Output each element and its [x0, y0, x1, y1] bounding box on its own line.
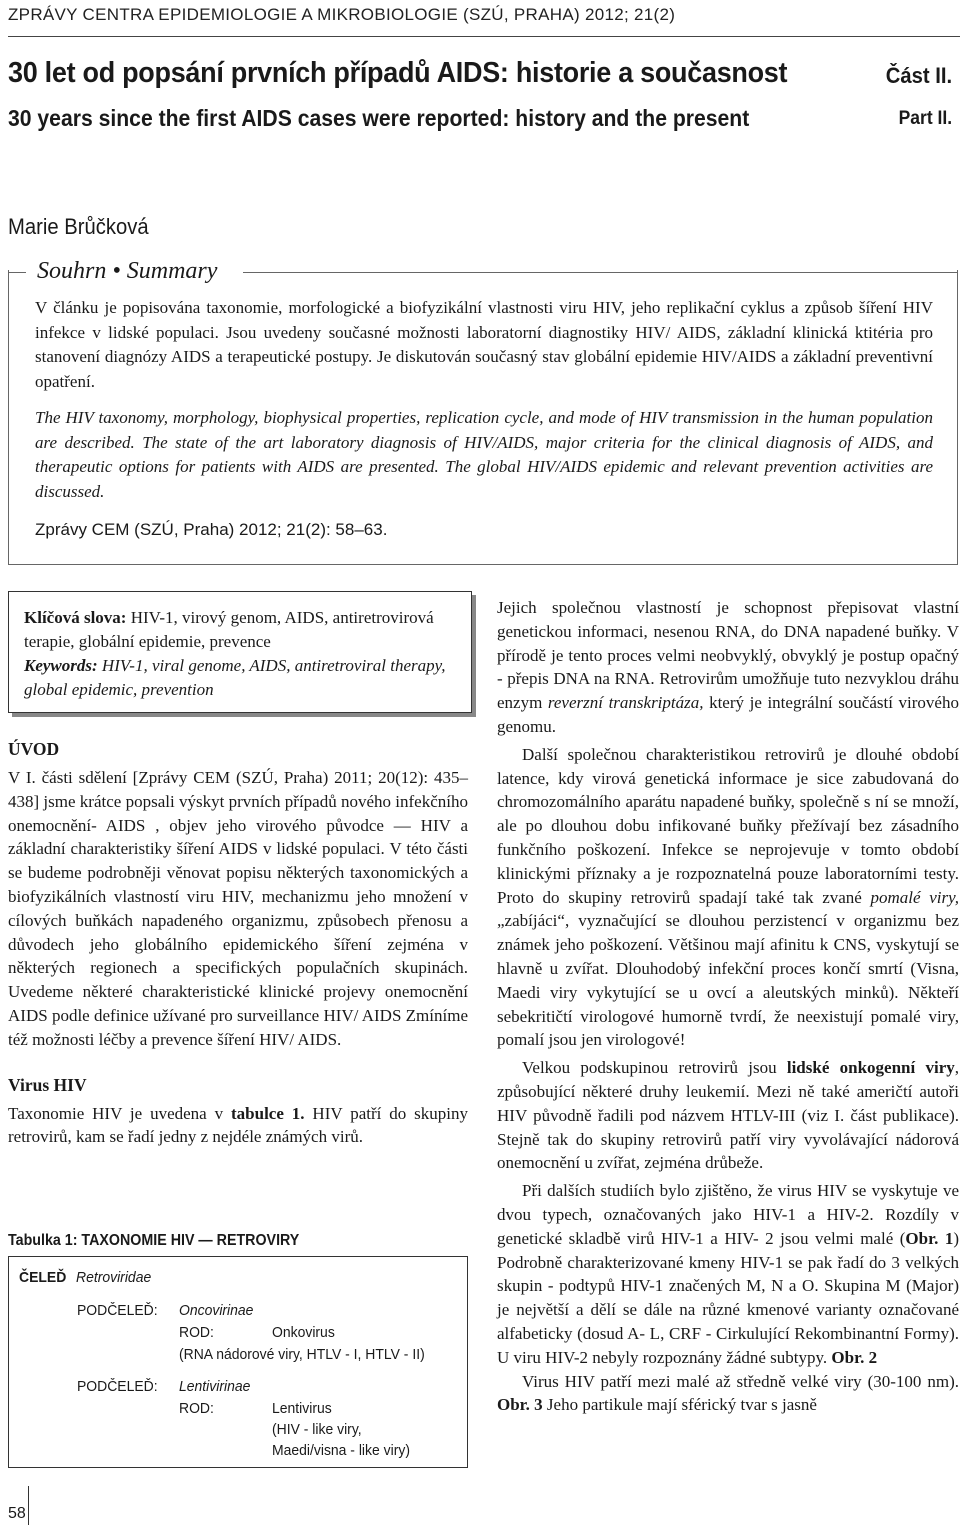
subfamily-value-1: Oncovirinae	[179, 1302, 254, 1319]
paragraph-hiv-types: Při dalších studiích bylo zjištěno, že virus HIV se vyskytuje ve dvou typech, označovaných jako HIV-1 a HIV-2. Rozdíly v genetické skladbě virů HIV-1 a HIV- 2 jsou velmi malé (Obr. 1) Podrobně charakterizované kmeny HIV-1 se pak řadí do 3 velkých skupin - podtypů HIV-1 značených M, N a O. Skupina M (Major) je největší a dělí se dále na různé kmenové varianty označované alfabeticky (dosud A- L, CRF - Cirkulující Rekombinantní Formy). U viru HIV-2 nebyly rozpoznány žádné subtypy. Obr. 2	[497, 1181, 959, 1367]
article-title-english: 30 years since the first AIDS cases were reported: history and the present	[8, 105, 750, 131]
taxonomy-table	[8, 1256, 468, 1468]
genus-value-1: Onkovirus	[272, 1324, 335, 1341]
part-label-czech: Část II.	[885, 63, 952, 88]
header-divider	[8, 36, 960, 37]
table-caption: Tabulka 1: TAXONOMIE HIV — RETROVIRY	[8, 1232, 300, 1249]
citation: Zprávy CEM (SZÚ, Praha) 2012; 21(2): 58–63.	[35, 520, 388, 539]
keywords-label-english: Keywords:	[24, 656, 98, 675]
virus-paragraph: Taxonomie HIV je uvedena v tabulce 1. HIV patří do skupiny retrovirů, kam se řadí jedny z nejdéle známých virů.	[8, 1103, 468, 1147]
part-label-english: Part II.	[898, 108, 952, 129]
section-heading-intro: ÚVOD	[8, 739, 60, 759]
journal-header: ZPRÁVY CENTRA EPIDEMIOLOGIE A MIKROBIOLOGIE (SZÚ, PRAHA) 2012; 21(2)	[8, 5, 676, 24]
summary-text-english: The HIV taxonomy, morphology, biophysical properties, replication cycle, and mode of HIV transmission in the human population are described. The state of the art laboratory diagnosis of HIV/AIDS, major criteria for the clinical diagnosis of AIDS, and therapeutic options for patients with AIDS are presented. The global HIV/AIDS epidemic and relevant prevention activities are discussed.	[35, 408, 933, 501]
keywords-text-english: HIV-1, viral genome, AIDS, antiretroviral therapy, global epidemic, prevention	[24, 656, 446, 699]
genus-label-1: ROD:	[179, 1324, 214, 1341]
summary-text-czech: V článku je popisována taxonomie, morfologické a biofyzikální vlastnosti viru HIV, jeho replikační cyklus a způsob šíření HIV infekce v lidské populaci. Jsou uvedeny současné možnosti laboratorní diagnostiky HIV/ AIDS, základní klinická ktitéria pro stanovení diagnózy AIDS a terapeutické postupy. Je diskutován současný stav globální epidemie HIV/AIDS a základní preventivní opatření.	[35, 298, 933, 391]
page-number: 58	[8, 1505, 26, 1522]
article-title-czech: 30 let od popsání prvních případů AIDS: historie a současnost	[8, 57, 788, 89]
summary-heading: Souhrn • Summary	[33, 258, 221, 285]
author-name: Marie Brůčková	[8, 214, 149, 239]
family-label: ČELEĎ	[19, 1269, 67, 1286]
genus-note-2b: Maedi/visna - like viry)	[272, 1442, 410, 1459]
genus-note-2a: (HIV - like viry,	[272, 1421, 362, 1438]
keywords-label-czech: Klíčová slova:	[24, 608, 127, 627]
right-column	[497, 596, 959, 1417]
left-column	[8, 738, 468, 1149]
genus-value-2: Lentivirus	[272, 1400, 332, 1417]
summary-box-top-rule-left	[8, 272, 26, 273]
paragraph-oncogenic-viruses: Velkou podskupinou retrovirů jsou lidské onkogenní viry, způsobující některé druhy leukemií. Mezi ně také američtí autoři HIV původně řadili pod názvem HTLV-III (viz I. část publikace). Stejně tak do skupiny retrovirů patří viry vyvolávající nádorová onemocnění u zvířat, zejména drůbeže.	[497, 1058, 959, 1173]
section-heading-virus: Virus HIV	[8, 1074, 87, 1095]
subfamily-value-2: Lentivirinae	[179, 1378, 251, 1395]
footer-divider	[28, 1486, 29, 1525]
genus-label-2: ROD:	[179, 1400, 214, 1417]
paragraph-latency: Další společnou charakteristikou retrovirů je dlouhé období latence, kdy virová genetická informace je sice zabudovaná do chromozomálního aparátu napadené buňky, společně s ní se množí, ale po dlouhou dobu infikované buňky přežívají bez zásadního funkčního poškození. Infekce se neprojevuje v tomto období klinickými příznaky a je rozpoznatelná pouze laboratorními testy. Proto do skupiny retrovirů spadají také tak zvané pomalé viry, „zabíjáci“, vyznačující se dlouhou perzistencí v organizmu bez známek jeho poškození. Většinou mají afinitu k CNS, vyskytují se hlavně u zvířat. Dlouhodobý infekční proces končí smrtí (Visna, Maedi viry vykytující se u ovcí a aleutských minků). Někteří sebekritičtí virologové humorně tvrdí, že neexistují pomalé viry, pomalí jsou jen virologové!	[497, 744, 959, 1050]
keywords	[24, 606, 464, 702]
subfamily-label-1: PODČELEĎ:	[77, 1302, 158, 1319]
paragraph-virus-size: Virus HIV patří mezi malé až středně velké viry (30-100 nm). Obr. 3 Jeho partikule mají sférický tvar s jasně	[497, 1371, 959, 1415]
subfamily-label-2: PODČELEĎ:	[77, 1378, 158, 1395]
family-value: Retroviridae	[76, 1269, 152, 1286]
genus-note-1: (RNA nádorové viry, HTLV - I, HTLV - II)	[179, 1346, 425, 1363]
keywords-text-czech: HIV-1, virový genom, AIDS, antiretrovirová terapie, globální epidemie, prevence	[24, 608, 434, 651]
intro-paragraph: V I. části sdělení [Zprávy CEM (SZÚ, Praha) 2011; 20(12): 435–438] jsme krátce popsali výskyt prvních případů nového infekčního onemocnění- AIDS , objev jeho virového původce — HIV a základní charakteristiky šíření AIDS v lidské populaci. V této části se budeme podrobněji věnovat popisu některých taxonomických a biofyzikálních vlastností viru HIV, mechanizmu jeho množení v cílových buňkách napadeného organizmu, způsobech přenosu a důvodech jeho globálního epidemického šíření zejména v některých regionech a specifických populačních skupinách. Uvedeme některé charakteristické klinické projevy onemocnění AIDS podle definice užívané pro surveillance HIV/ AIDS Zmíníme též možnosti léčby a prevence šíření HIV/ AIDS.	[8, 768, 468, 1049]
summary-box-top-rule-right	[243, 272, 958, 273]
paragraph-reverse-transcriptase: Jejich společnou vlastností je schopnost přepisovat vlastní genetickou informaci, nesenou RNA, do DNA napadené buňky. V přírodě je tento proces velmi neobvyklý, obvyklý je postup opačný - přepis DNA na RNA. Retrovirům umožňuje tuto nezvyklou dráhu enzym reverzní transkriptáza, který je integrální součástí virového genomu.	[497, 598, 959, 736]
